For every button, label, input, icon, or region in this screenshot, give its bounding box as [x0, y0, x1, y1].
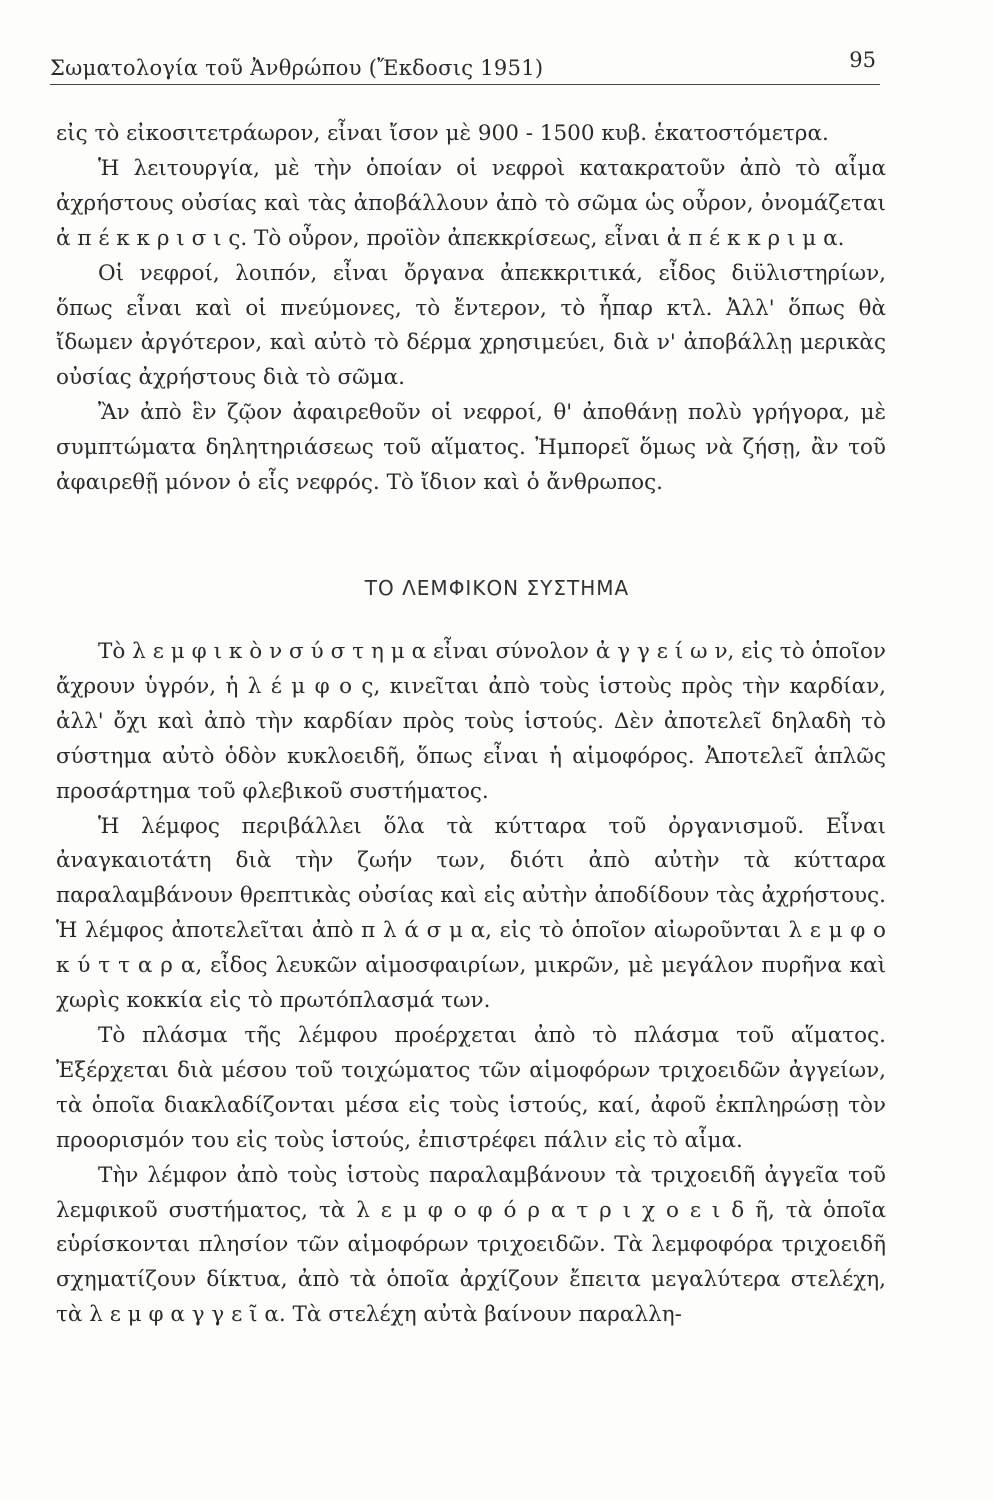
running-title: Σωματολογία τοῦ Ἀνθρώπου (Ἔκδοσις 1951): [50, 56, 544, 80]
paragraph: Ἡ λειτουργία, μὲ τὴν ὁποίαν οἱ νεφροὶ κατακρατοῦν ἀπὸ τὸ αἷμα ἀχρήστους οὐσίας καὶ τὰς ἀποβάλλουν ἀπὸ τὸ σῶμα ὡς οὖρον, ὀνομάζεται ἀ π έ κ κ ρ ι σ ι ς. Τὸ οὖρον, προϊὸν ἀπεκκρίσεως, εἶναι ἀ π έ κ κ ρ ι μ α.: [56, 155, 886, 251]
body-text-after-heading: [56, 635, 886, 1333]
paragraph: Ἂν ἀπὸ ἓν ζῷον ἀφαιρεθοῦν οἱ νεφροί, θ' ἀποθάνῃ πολὺ γρήγορα, μὲ συμπτώματα δηλητηριάσεως τοῦ αἵματος. Ἠμπορεῖ ὅμως νὰ ζήσῃ, ἂν τοῦ ἀφαιρεθῇ μόνον ὁ εἷς νεφρός. Τὸ ἴδιον καὶ ὁ ἄνθρωπος.: [56, 400, 886, 496]
paragraph: Τὸ πλάσμα τῆς λέμφου προέρχεται ἀπὸ τὸ πλάσμα τοῦ αἵματος. Ἐξέρχεται διὰ μέσου τοῦ τοιχώματος τῶν αἱμοφόρων τριχοειδῶν ἀγγείων, τὰ ὁποῖα διακλαδίζονται μέσα εἰς τοὺς ἱστούς, καί, ἀφοῦ ἐκπληρώσῃ τὸν προορισμόν του εἰς τοὺς ἱστούς, ἐπιστρέφει πάλιν εἰς τὸ αἷμα.: [56, 1022, 886, 1153]
paragraph: εἰς τὸ εἰκοσιτετράωρον, εἶναι ἴσον μὲ 900 - 1500 κυβ. ἑκατοστόμετρα.: [56, 121, 829, 146]
page-number: 95: [849, 48, 876, 72]
body-text-before-heading: [56, 117, 886, 501]
paragraph: Οἱ νεφροί, λοιπόν, εἶναι ὄργανα ἀπεκκριτικά, εἶδος διϋλιστηρίων, ὅπως εἶναι καὶ οἱ πνεύμονες, τὸ ἔντερον, τὸ ἧπαρ κτλ. Ἀλλ' ὅπως θὰ ἴδωμεν ἀργότερον, καὶ αὐτὸ τὸ δέρμα χρησιμεύει, διὰ ν' ἀποβάλλῃ μερικὰς οὐσίας ἀχρήστους διὰ τὸ σῶμα.: [56, 260, 886, 391]
paragraph: Ἡ λέμφος περιβάλλει ὅλα τὰ κύτταρα τοῦ ὀργανισμοῦ. Εἶναι ἀναγκαιοτάτη διὰ τὴν ζωήν των, διότι ἀπὸ αὐτὴν τὰ κύτταρα παραλαμβάνουν θρεπτικὰς οὐσίας καὶ εἰς αὐτὴν ἀποδίδουν τὰς ἀχρήστους. Ἡ λέμφος ἀποτελεῖται ἀπὸ π λ ά σ μ α, εἰς τὸ ὁποῖον αἰωροῦνται λ ε μ φ ο κ ύ τ τ α ρ α, εἶδος λευκῶν αἱμοσφαιρίων, μικρῶν, μὲ μεγάλον πυρῆνα καὶ χωρὶς κοκκία εἰς τὸ πρωτόπλασμά των.: [56, 813, 886, 1014]
paragraph: Τὴν λέμφον ἀπὸ τοὺς ἱστοὺς παραλαμβάνουν τὰ τριχοειδῆ ἀγγεῖα τοῦ λεμφικοῦ συστήματος, τὰ λ ε μ φ ο φ ό ρ α τ ρ ι χ ο ε ι δ ῆ, τὰ ὁποῖα εὑρίσκονται πλησίον τῶν αἱμοφόρων τριχοειδῶν. Τὰ λεμφοφόρα τριχοειδῆ σχηματίζουν δίκτυα, ἀπὸ τὰ ὁποῖα ἀρχίζουν ἔπειτα μεγαλύτερα στελέχη, τὰ λ ε μ φ α γ γ ε ῖ α. Τὰ στελέχη αὐτὰ βαίνουν παραλλη-: [56, 1162, 886, 1328]
paragraph: Τὸ λ ε μ φ ι κ ὸ ν σ ύ σ τ η μ α εἶναι σύνολον ἀ γ γ ε ί ω ν, εἰς τὸ ὁποῖον ἄχρουν ὑγρόν, ἡ λ έ μ φ ο ς, κινεῖται ἀπὸ τοὺς ἱστοὺς πρὸς τὴν καρδίαν, ἀλλ' ὄχι καὶ ἀπὸ τὴν καρδίαν πρὸς τοὺς ἱστούς. Δὲν ἀποτελεῖ δηλαδὴ τὸ σύστημα αὐτὸ ὁδὸν κυκλοειδῆ, ὅπως εἶναι ἡ αἱμοφόρος. Ἀποτελεῖ ἁπλῶς προσάρτημα τοῦ φλεβικοῦ συστήματος.: [56, 639, 886, 804]
running-header: [50, 40, 880, 85]
section-heading: ΤΟ ΛΕΜΦΙΚΟΝ ΣΥΣΤΗΜΑ: [364, 576, 630, 600]
